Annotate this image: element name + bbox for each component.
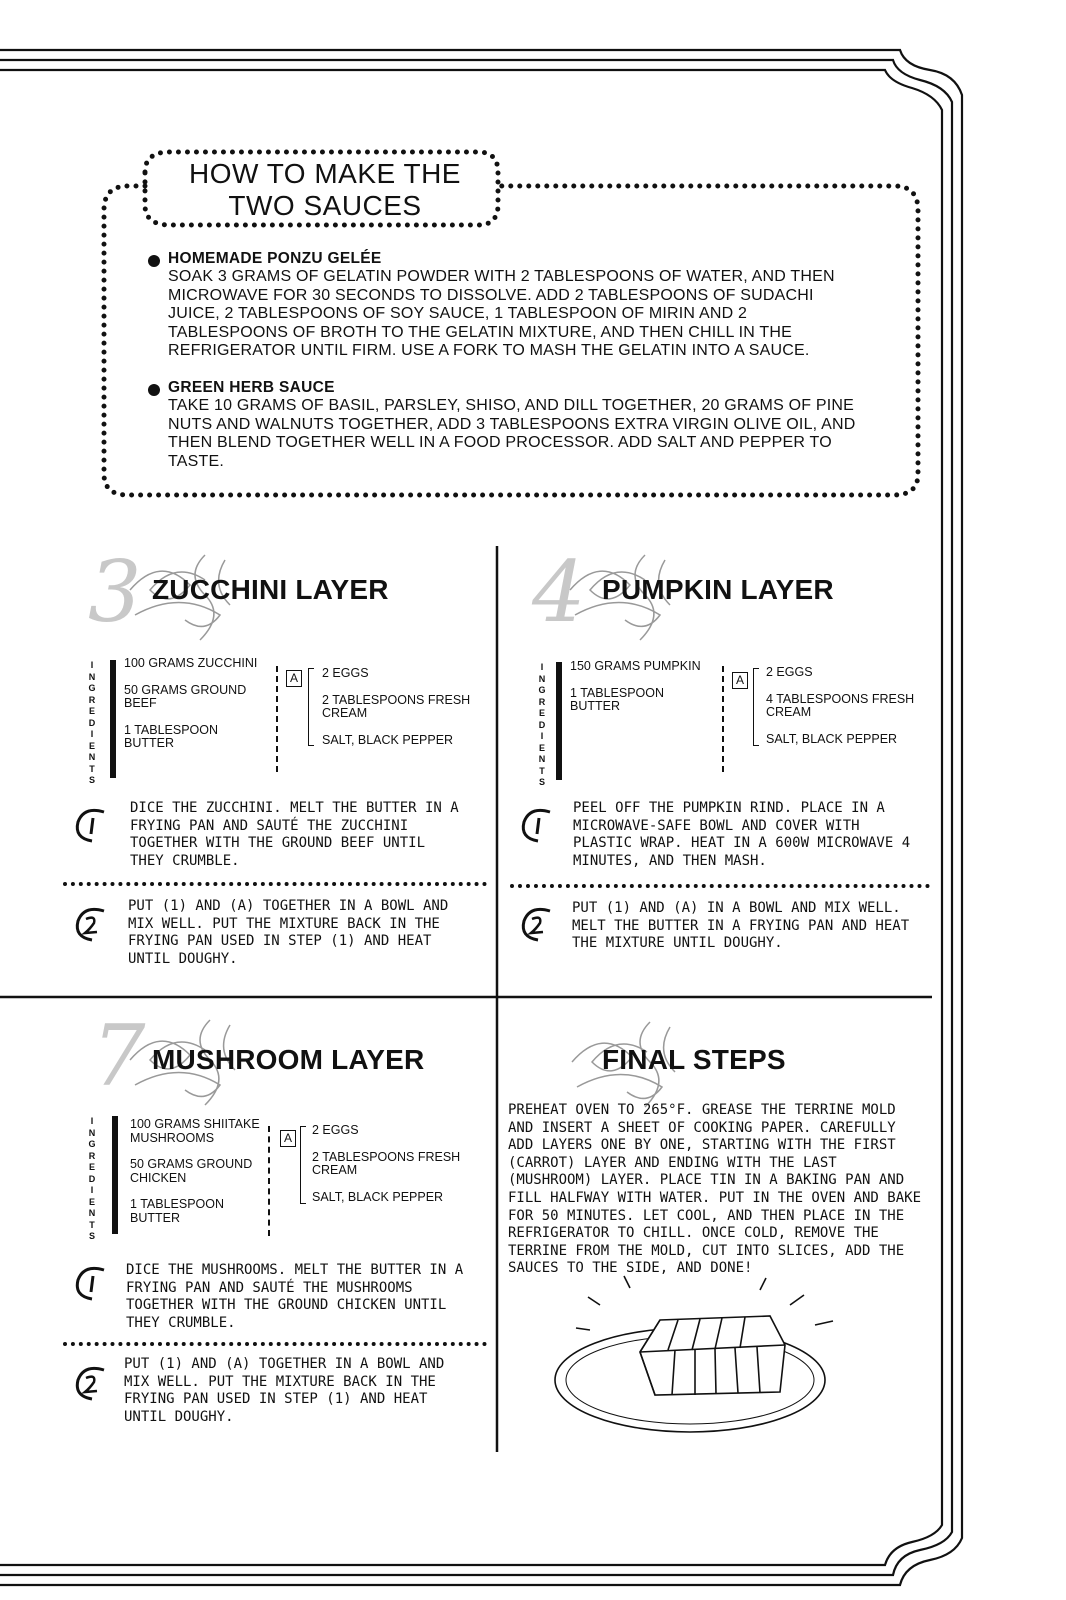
bullet-icon <box>148 384 160 396</box>
a-item: SALT, BLACK PEPPER <box>766 731 898 746</box>
ingredient-item: 1 TABLESPOON BUTTER <box>124 722 219 750</box>
sauces-title <box>150 158 500 222</box>
a-bracket <box>308 668 314 746</box>
step-2-icon <box>70 903 112 945</box>
a-label: A <box>732 672 748 689</box>
ingredients-label: I N G R E D I E N T S <box>88 660 96 785</box>
ingredient-item: 1 TABLESPOON BUTTER <box>130 1197 225 1225</box>
step-2-icon <box>70 1362 112 1404</box>
a-item: 4 TABLESPOONS FRESH CREAM <box>766 691 915 719</box>
a-bracket <box>753 668 759 746</box>
step-2-icon <box>516 903 558 945</box>
a-bracket <box>300 1126 306 1204</box>
sauces-title-line2: TWO SAUCES <box>228 190 422 221</box>
layer-title: PUMPKIN LAYER <box>602 574 834 605</box>
layer-title: ZUCCHINI LAYER <box>152 574 389 605</box>
sauce-body: TAKE 10 GRAMS OF BASIL, PARSLEY, SHISO, AND DILL TOGETHER, 20 GRAMS OF PINE NUTS AND WALNUTS TOGETHER, ADD 3 TABLESPOONS EXTRA VIRGIN OLIVE OIL, AND THEN BLEND TOGETHER WELL IN A FOOD PROCESSOR. ADD SALT AND PEPPER TO TASTE. <box>168 397 856 470</box>
sauce-green-herb <box>148 379 868 471</box>
a-separator <box>276 666 278 772</box>
step-2-text: PUT (1) AND (A) TOGETHER IN A BOWL AND MIX WELL. PUT THE MIXTURE BACK IN THE FRYING PAN USED IN STEP (1) AND HEAT UNTIL DOUGHY. <box>124 1356 445 1425</box>
bullet-icon <box>148 255 160 267</box>
a-item: 2 TABLESPOONS FRESH CREAM <box>312 1149 461 1177</box>
sauce-name: HOMEMADE PONZU GELÉE <box>168 250 382 267</box>
step-2-text: PUT (1) AND (A) TOGETHER IN A BOWL AND MIX WELL. PUT THE MIXTURE BACK IN THE FRYING PAN USED IN STEP (1) AND HEAT UNTIL DOUGHY. <box>128 898 449 967</box>
ingredients-bar <box>112 1116 118 1234</box>
a-item: 2 EGGS <box>766 665 813 679</box>
ingredients-bar <box>110 660 116 778</box>
step-1-text: DICE THE ZUCCHINI. MELT THE BUTTER IN A FRYING PAN AND SAUTÉ THE ZUCCHINI TOGETHER WITH THE GROUND BEEF UNTIL THEY CRUMBLE. <box>130 800 459 869</box>
a-list <box>312 1124 462 1217</box>
step-1-icon <box>70 1262 112 1304</box>
ingredient-item: 1 TABLESPOON BUTTER <box>570 685 665 713</box>
a-item: 2 EGGS <box>312 1123 359 1137</box>
ingredient-item: 100 GRAMS SHIITAKE MUSHROOMS <box>130 1117 260 1145</box>
a-separator <box>722 666 724 772</box>
ingredients-label: I N G R E D I E N T S <box>538 662 546 787</box>
a-separator <box>268 1126 270 1236</box>
a-list <box>322 667 472 760</box>
a-label: A <box>286 670 302 687</box>
a-item: SALT, BLACK PEPPER <box>312 1189 444 1204</box>
final-text: PREHEAT OVEN TO 265°F. GREASE THE TERRINE MOLD AND INSERT A SHEET OF COOKING PAPER. CAREFULLY ADD LAYERS ONE BY ONE, STARTING WITH THE FIRST (CARROT) LAYER AND ENDING WITH THE LAST (MUSHROOM) LAYER. PLACE TIN IN A BAKING PAN AND FILL HALFWAY WITH WATER. PUT IN THE OVEN AND BAKE FOR 50 MINUTES. LET COOL, AND THEN PLACE IN THE REFRIGERATOR TO CHILL. ONCE COLD, REMOVE THE TERRINE FROM THE MOLD, CUT INTO SLICES, ADD THE SAUCES TO THE SIDE, AND DONE! <box>508 1102 922 1277</box>
sauces-title-line1: HOW TO MAKE THE <box>189 158 461 189</box>
sauce-ponzu <box>148 250 868 361</box>
sauce-body: SOAK 3 GRAMS OF GELATIN POWDER WITH 2 TABLESPOONS OF WATER, AND THEN MICROWAVE FOR 30 SECONDS TO DISSOLVE. ADD 2 TABLESPOONS OF SUDACHI JUICE, 2 TABLESPOONS OF SOY SAUCE, 1 TABLESPOON OF MIRIN AND 2 TABLESPOONS OF BROTH TO THE GELATIN MIXTURE, AND THEN CHILL IN THE REFRIGERATOR UNTIL FIRM. USE A FORK TO MASH THE GELATIN INTO A SAUCE. <box>168 268 835 359</box>
ingredient-item: 50 GRAMS GROUND CHICKEN <box>130 1157 253 1185</box>
a-list <box>766 666 916 759</box>
step-1-text: PEEL OFF THE PUMPKIN RIND. PLACE IN A MICROWAVE-SAFE BOWL AND COVER WITH PLASTIC WRAP. HEAT IN A 600W MICROWAVE 4 MINUTES, AND THEN MASH. <box>573 800 911 869</box>
terrine-illustration <box>555 1276 833 1432</box>
step-divider <box>63 882 487 886</box>
ingredients-bar <box>556 662 562 780</box>
sauce-name: GREEN HERB SAUCE <box>168 379 335 396</box>
step-divider <box>510 884 930 888</box>
ingredients-list <box>570 660 710 727</box>
a-item: 2 EGGS <box>322 666 369 680</box>
a-label: A <box>280 1130 296 1147</box>
ingredient-item: 150 GRAMS PUMPKIN <box>570 659 701 673</box>
step-2-text: PUT (1) AND (A) IN A BOWL AND MIX WELL. MELT THE BUTTER IN A FRYING PAN AND HEAT THE MIXTURE UNTIL DOUGHY. <box>572 900 910 951</box>
layer-number: 3 <box>88 543 142 641</box>
a-item: 2 TABLESPOONS FRESH CREAM <box>322 692 471 720</box>
step-1-text: DICE THE MUSHROOMS. MELT THE BUTTER IN A FRYING PAN AND SAUTÉ THE MUSHROOMS TOGETHER WITH THE GROUND CHICKEN UNTIL THEY CRUMBLE. <box>126 1262 464 1331</box>
ingredients-list <box>130 1118 270 1238</box>
ingredients-label: I N G R E D I E N T S <box>88 1116 96 1241</box>
ingredients-list <box>124 657 264 764</box>
ingredient-item: 50 GRAMS GROUND BEEF <box>124 682 247 710</box>
final-title: FINAL STEPS <box>602 1044 786 1075</box>
layer-title: MUSHROOM LAYER <box>152 1044 425 1075</box>
layer-number: 4 <box>532 543 586 641</box>
step-1-icon <box>70 804 112 846</box>
a-item: SALT, BLACK PEPPER <box>322 732 454 747</box>
layer-number: 7 <box>92 1007 146 1105</box>
step-1-icon <box>516 804 558 846</box>
ingredient-item: 100 GRAMS ZUCCHINI <box>124 656 258 670</box>
step-divider <box>63 1342 487 1346</box>
